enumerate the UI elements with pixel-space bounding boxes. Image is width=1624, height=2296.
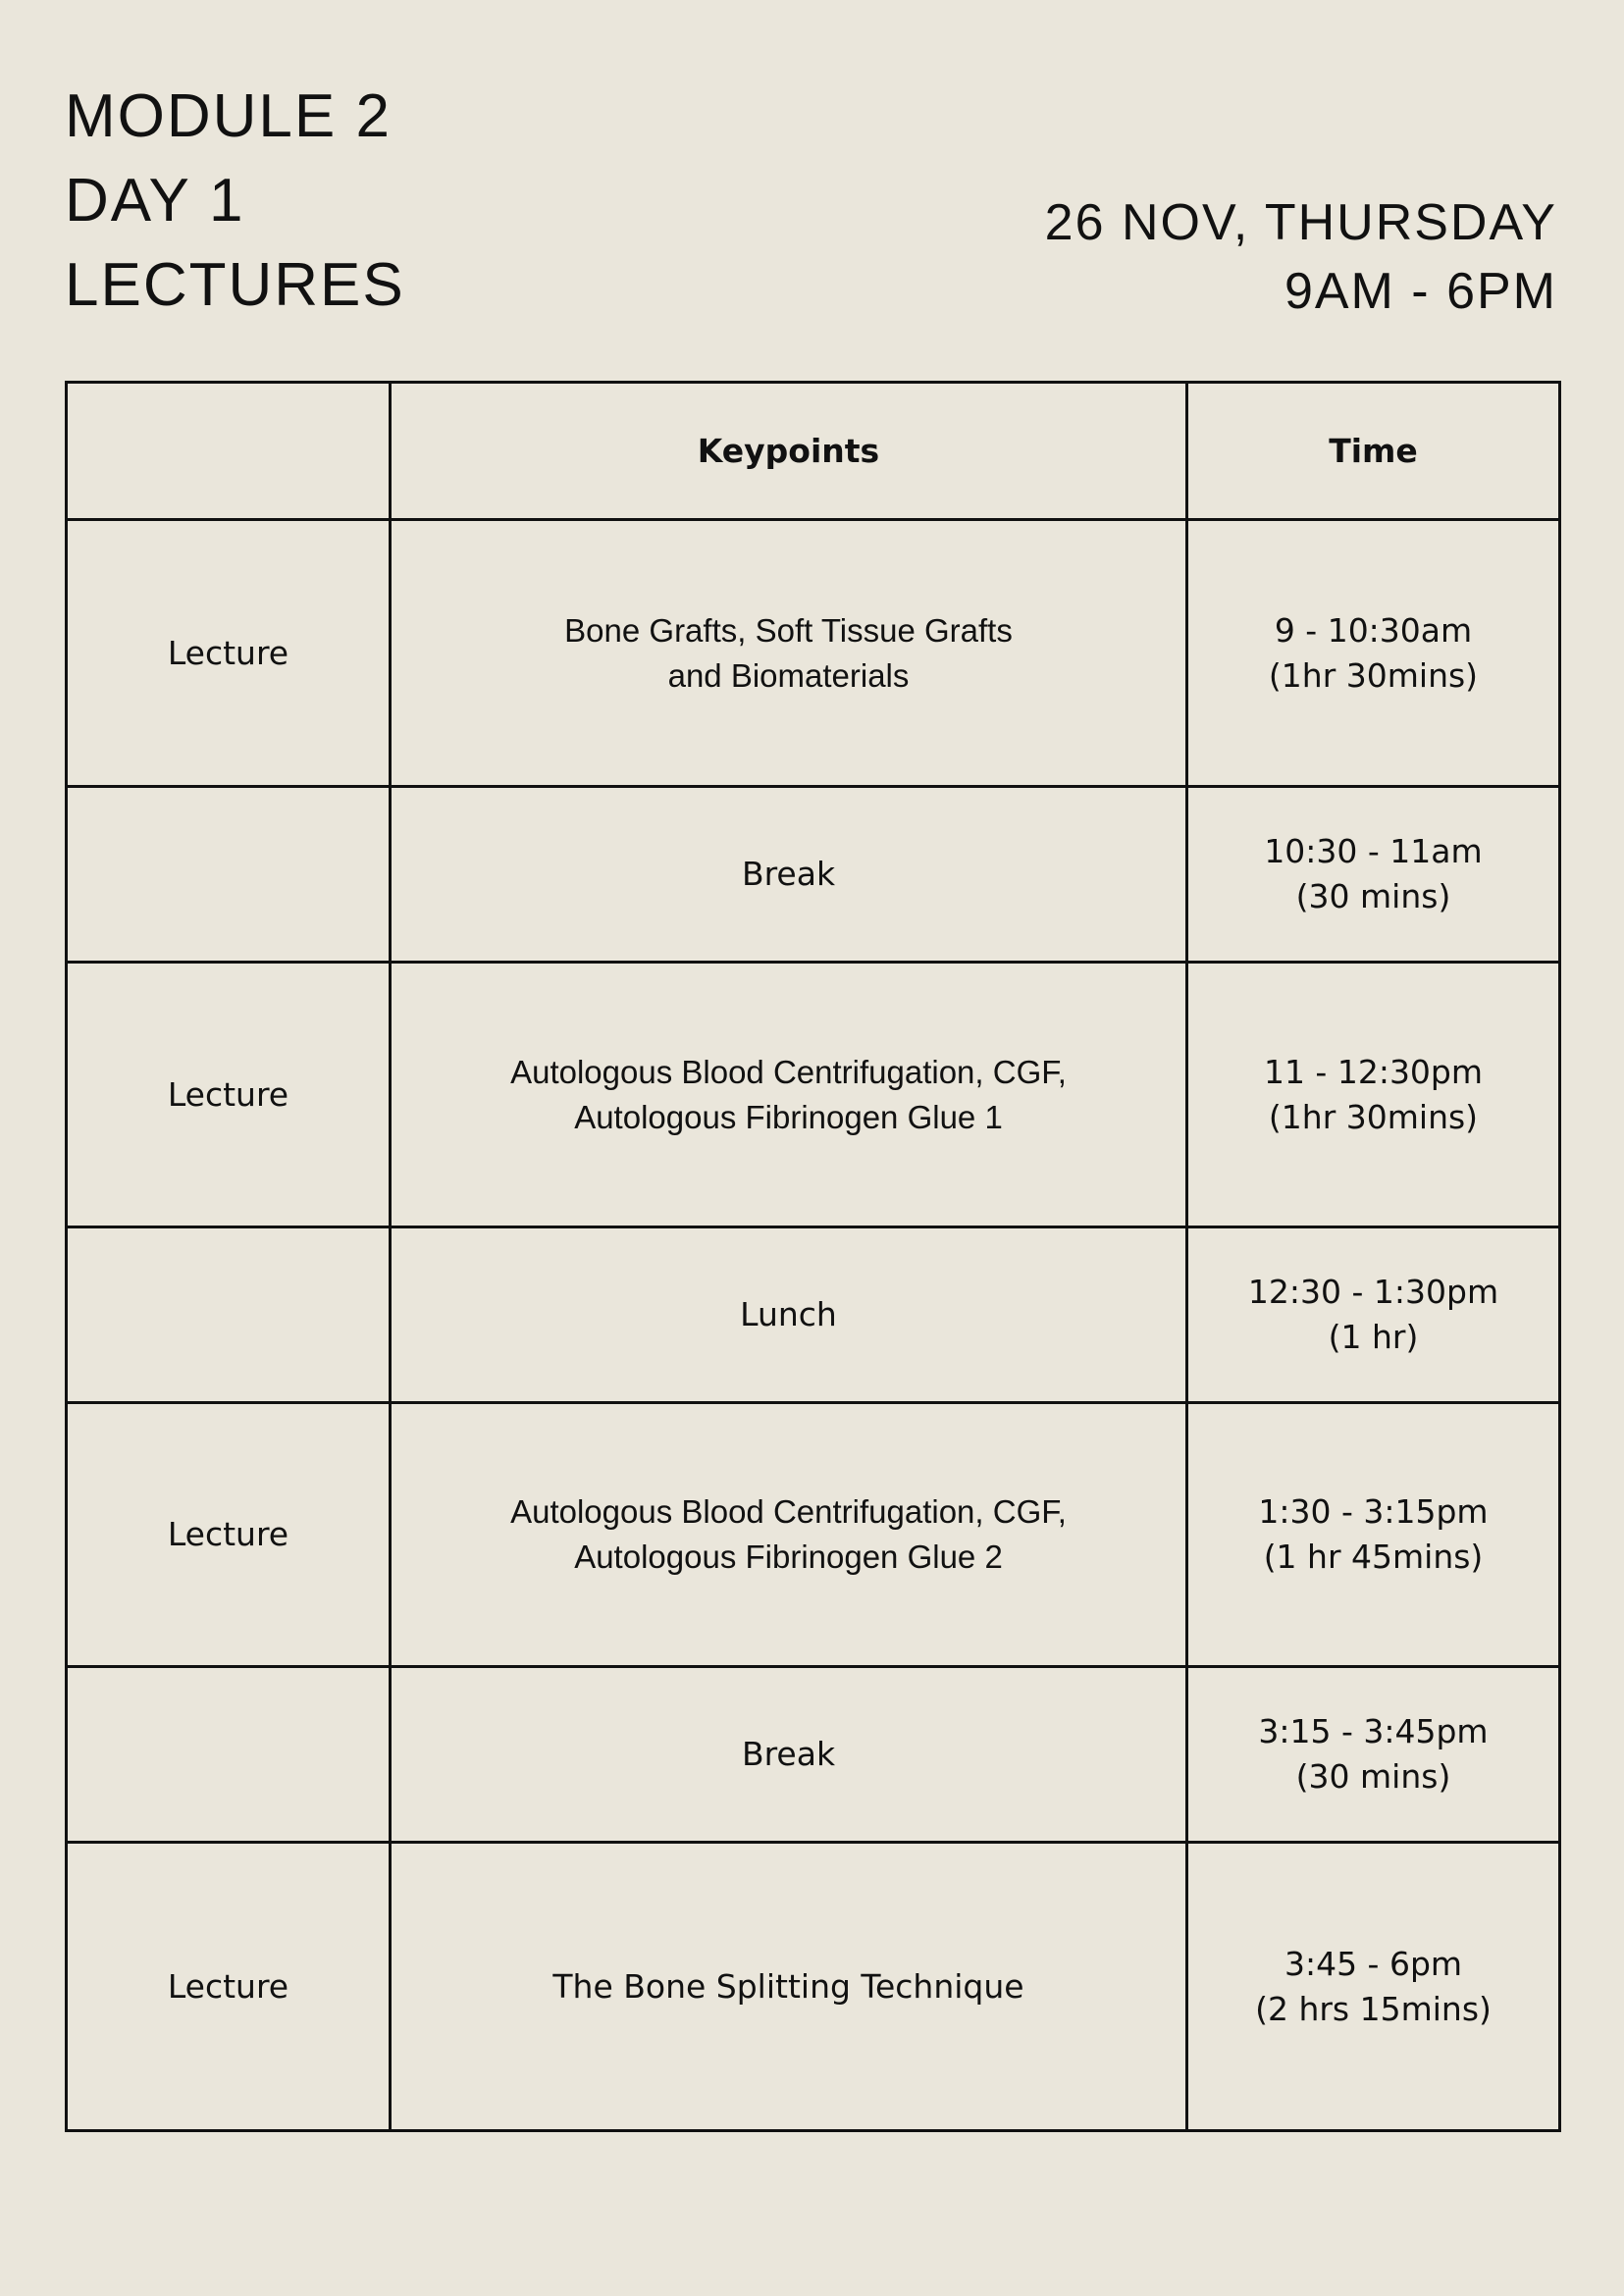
session-keypoints: [391, 963, 1187, 1227]
session-keypoints: [391, 787, 1187, 963]
session-keypoints: [391, 1667, 1187, 1843]
time-duration: (30 mins): [1295, 1757, 1451, 1796]
column-header-time: Time: [1187, 383, 1560, 520]
time-duration: (2 hrs 15mins): [1255, 1989, 1492, 2028]
session-time: [1187, 1227, 1560, 1403]
time-duration: (1hr 30mins): [1268, 655, 1479, 695]
keypoints-line: Autologous Fibrinogen Glue 1: [574, 1098, 1003, 1135]
time-range: 11 - 12:30pm: [1263, 1052, 1484, 1091]
session-time: [1187, 963, 1560, 1227]
session-type: Lecture: [67, 1843, 391, 2131]
module-title-line: MODULE 2: [65, 82, 392, 150]
keypoints-line: Break: [741, 1735, 836, 1773]
module-title: [65, 75, 405, 328]
time-range: 1:30 - 3:15pm: [1258, 1492, 1489, 1531]
session-type: [67, 787, 391, 963]
column-header-keypoints: Keypoints: [391, 383, 1187, 520]
table-row: [67, 1843, 1560, 2131]
session-time: [1187, 1403, 1560, 1667]
keypoints-line: Lunch: [740, 1295, 837, 1333]
time-range: 12:30 - 1:30pm: [1247, 1273, 1499, 1311]
column-header-type: [67, 383, 391, 520]
session-time: [1187, 1667, 1560, 1843]
session-type: Lecture: [67, 520, 391, 787]
keypoints-line: Bone Grafts, Soft Tissue Grafts: [564, 611, 1013, 649]
time-duration: (1 hr 45mins): [1263, 1538, 1484, 1576]
table-row: [67, 787, 1560, 963]
table-row: [67, 1667, 1560, 1843]
table-row: [67, 963, 1560, 1227]
session-type: [67, 1227, 391, 1403]
lectures-title-line: LECTURES: [65, 251, 405, 319]
time-range: 3:45 - 6pm: [1283, 1944, 1463, 1983]
date-block: [1045, 188, 1557, 326]
keypoints-line: Autologous Blood Centrifugation, CGF,: [510, 1053, 1067, 1090]
event-hours: 9AM - 6PM: [1283, 263, 1557, 320]
keypoints-line: Break: [741, 855, 836, 893]
day-title-line: DAY 1: [65, 167, 245, 235]
keypoints-line: and Biomaterials: [667, 656, 910, 694]
session-type: [67, 1667, 391, 1843]
session-time: [1187, 1843, 1560, 2131]
session-keypoints: [391, 1403, 1187, 1667]
keypoints-line: Autologous Blood Centrifugation, CGF,: [510, 1493, 1067, 1530]
time-duration: (1hr 30mins): [1268, 1097, 1479, 1136]
session-keypoints: [391, 520, 1187, 787]
session-time: [1187, 520, 1560, 787]
table-row: [67, 1403, 1560, 1667]
time-range: 3:15 - 3:45pm: [1258, 1712, 1489, 1750]
session-time: [1187, 787, 1560, 963]
time-duration: (1 hr): [1328, 1318, 1419, 1356]
table-header-row: [67, 383, 1560, 520]
schedule-table: [65, 381, 1561, 2132]
time-duration: (30 mins): [1295, 877, 1451, 915]
time-range: 9 - 10:30am: [1274, 610, 1473, 650]
session-keypoints: [391, 1843, 1187, 2131]
session-type: Lecture: [67, 1403, 391, 1667]
session-type: Lecture: [67, 963, 391, 1227]
event-date: 26 NOV, THURSDAY: [1044, 194, 1557, 251]
table-row: [67, 1227, 1560, 1403]
keypoints-line: Autologous Fibrinogen Glue 2: [574, 1539, 1003, 1575]
time-range: 10:30 - 11am: [1264, 832, 1483, 870]
table-row: [67, 520, 1560, 787]
keypoints-line: The Bone Splitting Technique: [552, 1966, 1024, 2006]
session-keypoints: [391, 1227, 1187, 1403]
